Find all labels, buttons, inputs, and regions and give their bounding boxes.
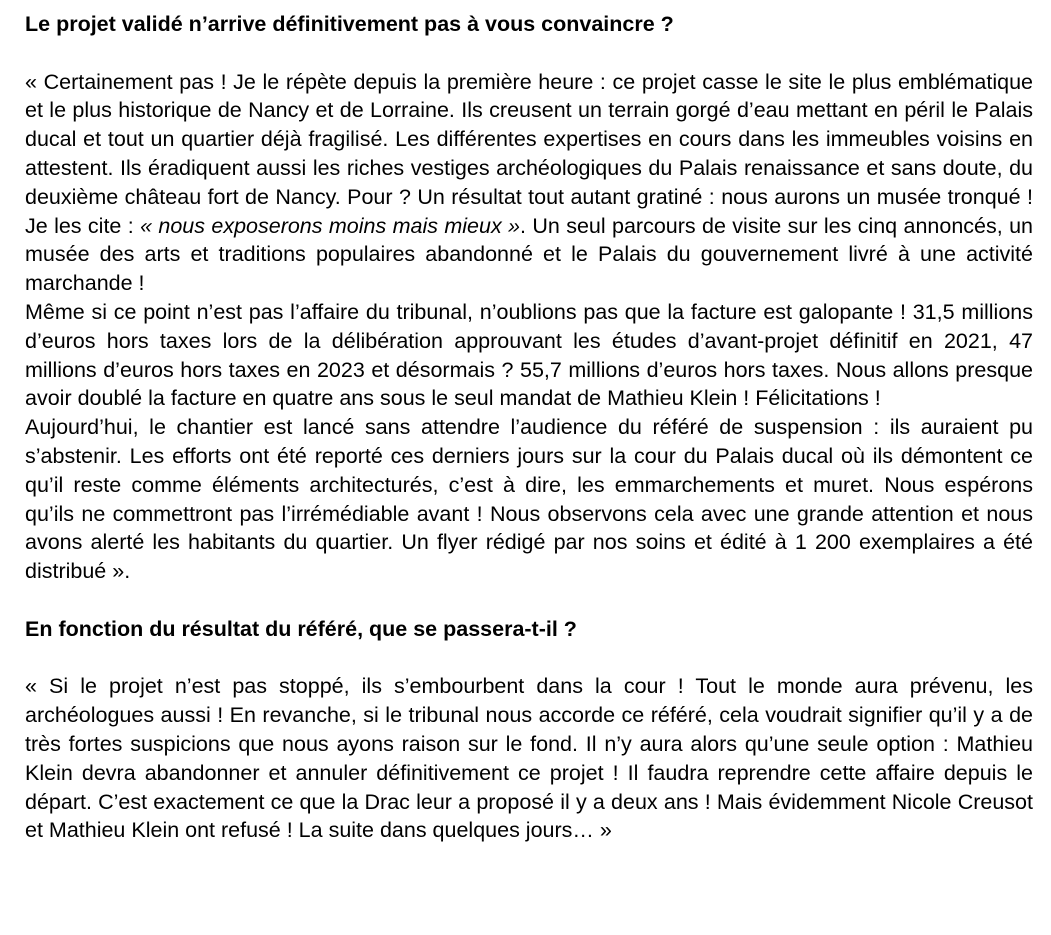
answer-1-paragraph-1 [25, 68, 1033, 298]
answer-2-paragraph: « Si le projet n’est pas stoppé, ils s’embourbent dans la cour ! Tout le monde aura prévenu, les archéologues aussi ! En revanche, si le tribunal nous accorde ce référé, cela voudrait signifier qu’il y a de très fortes suspicions que nous ayons raison sur le fond. Il n’y aura alors qu’une seule option : Mathieu Klein devra abandonner et annuler définitivement ce projet ! Il faudra reprendre cette affaire depuis le départ. C’est exactement ce que la Drac leur a proposé il y a deux ans ! Mais évidemment Nicole Creusot et Mathieu Klein ont refusé ! La suite dans quelques jours… » [25, 674, 1033, 843]
spacer [25, 586, 1033, 615]
spacer [25, 644, 1033, 673]
answer-1-text-end: . Un seul parcours de visite sur les cinq annoncés, un musée des arts et traditions populaires abandonné et le Palais du gouvernement livré à une activité marchande ! [25, 213, 1033, 296]
question-1-heading: Le projet validé n’arrive définitivement pas à vous convaincre ? [25, 12, 674, 36]
question-2-heading: En fonction du résultat du référé, que se passera-t-il ? [25, 616, 577, 641]
answer-1-paragraph-3: Aujourd’hui, le chantier est lancé sans attendre l’audience du référé de suspension : ils auraient pu s’abstenir. Les efforts ont été reporté ces derniers jours sur la cour du Palais ducal où ils démontent ce qu’il reste comme éléments architecturés, c’est à dire, les emmarchements et muret. Nous espérons qu’ils ne commettront pas l’irrémédiable avant ! Nous observons cela avec une grande attention et nous avons alerté les habitants du quartier. Un flyer rédigé par nos soins et édité à 1 200 exemplaires a été distribué ». [25, 415, 1033, 584]
spacer [25, 39, 1033, 68]
italic-quote: « nous exposerons moins mais mieux » [140, 213, 521, 238]
answer-1-text-start: « Certainement pas ! Je le répète depuis la première heure : ce projet casse le site le plus emblématique et le plus historique de Nancy et de Lorraine. Ils creusent un terrain gorgé d’eau mettant en péril le Palais ducal et tout un quartier déjà fragilisé. Les différentes expertises en cours dans les immeubles voisins en attestent. Ils éradiquent aussi les riches vestiges archéologiques du Palais renaissance et sans doute, du deuxième château fort de Nancy. Pour ? Un résultat tout autant gratiné : nous aurons un musée tronqué ! Je les cite : [25, 69, 1033, 238]
answer-1-paragraph-2: Même si ce point n’est pas l’affaire du tribunal, n’oublions pas que la facture est galopante ! 31,5 millions d’euros hors taxes lors de la délibération approuvant les études d’avant-projet définitif en 2021, 47 millions d’euros hors taxes en 2023 et désormais ? 55,7 millions d’euros hors taxes. Nous allons presque avoir doublé la facture en quatre ans sous le seul mandat de Mathieu Klein ! Félicitations ! [25, 299, 1033, 411]
